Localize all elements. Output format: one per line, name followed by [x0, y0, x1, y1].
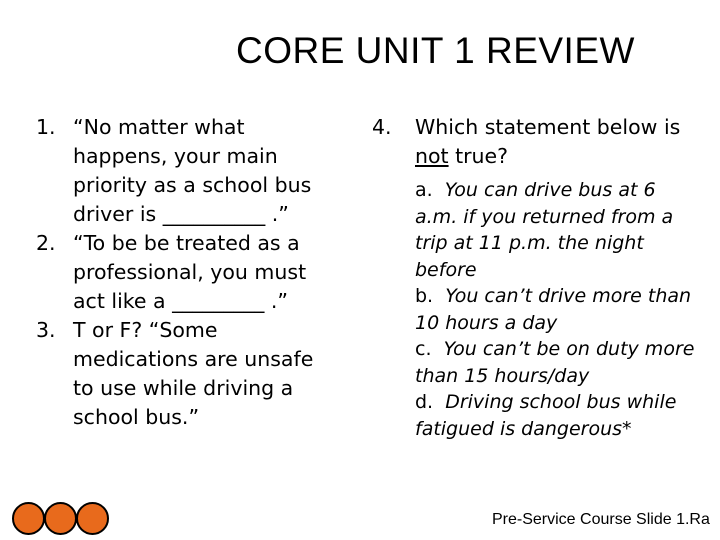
- question-text: “No matter what happens, your main priority as a school bus driver is __________ .”: [73, 115, 312, 226]
- question-number: 1.: [36, 115, 56, 139]
- question-number: 2.: [36, 231, 56, 255]
- question-2: [36, 229, 336, 316]
- option-text: You can’t drive more than 10 hours a day: [415, 285, 692, 334]
- question-3: [36, 316, 336, 432]
- question-1: [36, 113, 336, 229]
- question-number: 3.: [36, 318, 56, 342]
- option-letter: c.: [415, 338, 432, 360]
- orange-circle-icon: [12, 502, 45, 535]
- question-text: T or F? “Some medications are unsafe to use while driving a school bus.”: [73, 318, 314, 429]
- orange-circle-icon: [76, 502, 109, 535]
- question-number: 4.: [372, 115, 392, 139]
- question-4: [372, 113, 702, 171]
- answer-option-c: [415, 336, 702, 389]
- option-text: You can drive bus at 6 a.m. if you returned from a trip at 11 p.m. the night before: [415, 179, 674, 281]
- option-letter: a.: [415, 179, 433, 201]
- answer-options: [415, 177, 702, 442]
- answer-option-a: [415, 177, 702, 283]
- option-letter: d.: [415, 391, 434, 413]
- question-text: “To be be treated as a professional, you must act like a _________ .”: [73, 231, 307, 313]
- question-text-underlined: not: [415, 144, 449, 168]
- question-text-before: Which statement below is: [415, 115, 681, 139]
- answer-option-b: [415, 283, 702, 336]
- question-text: [415, 113, 702, 171]
- question-4-column: [372, 113, 702, 442]
- slide-footer: Pre-Service Course Slide 1.Ra: [492, 511, 710, 528]
- option-text: Driving school bus while fatigued is dangerous*: [415, 391, 677, 440]
- question-text-after: true?: [448, 144, 509, 168]
- option-letter: b.: [415, 285, 434, 307]
- answer-option-d: [415, 389, 702, 442]
- orange-circle-icon: [44, 502, 77, 535]
- option-text: You can’t be on duty more than 15 hours/day: [415, 338, 695, 387]
- slide-title: CORE UNIT 1 REVIEW: [236, 30, 635, 71]
- questions-left-column: [36, 113, 336, 432]
